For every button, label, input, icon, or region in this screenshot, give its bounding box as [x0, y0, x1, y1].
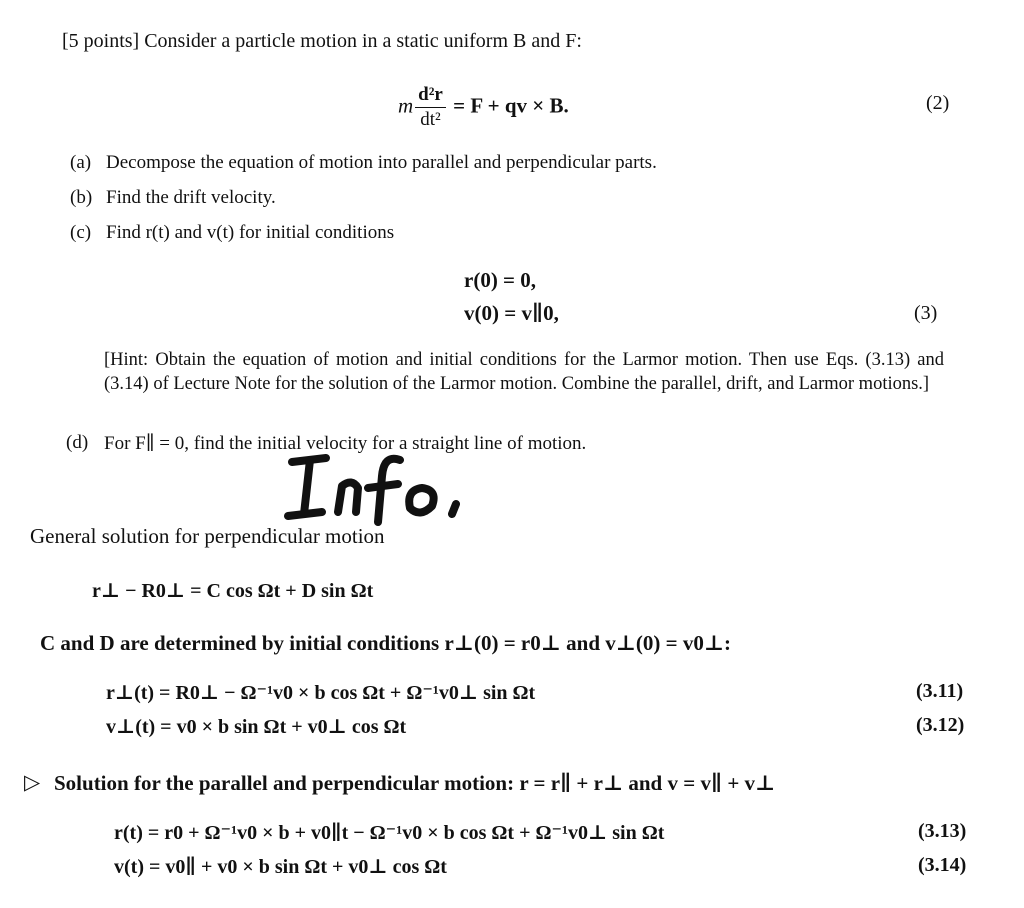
part-c-label: (c) — [70, 222, 92, 243]
handwritten-info-mark — [282, 448, 482, 530]
eq3-line1: r(0) = 0, — [464, 268, 537, 292]
equation-2-number: (2) — [926, 92, 950, 114]
equation-3-14: v(t) = v0∥ + v0 × b sin Ωt + v0⊥ cos Ωt — [114, 856, 447, 878]
equation-3-13: r(t) = r0 + Ω⁻¹v0 × b + v0∥t − Ω⁻¹v0 × b cos Ωt + Ω⁻¹v0⊥ sin Ωt — [114, 822, 665, 844]
bullet-triangle-icon: ▷ — [24, 770, 41, 794]
part-c-text: Find r(t) and v(t) for initial conditions — [106, 222, 395, 243]
eq3-line2: v(0) = v∥0, — [464, 301, 559, 325]
equation-2 — [398, 84, 569, 131]
equation-3-14-number: (3.14) — [918, 854, 967, 876]
general-solution-equation: r⊥ − R0⊥ = C cos Ωt + D sin Ωt — [92, 580, 374, 602]
part-d-text: For F∥ = 0, find the initial velocity for a straight line of motion. — [104, 433, 587, 454]
parallel-perpendicular-solution-text: Solution for the parallel and perpendicular motion: r = r∥ + r⊥ and v = v∥ + v⊥ — [54, 771, 776, 795]
eq2-denominator: dt² — [415, 107, 446, 131]
equation-3-12: v⊥(t) = v0 × b sin Ωt + v0⊥ cos Ωt — [106, 716, 407, 738]
equation-3-11: r⊥(t) = R0⊥ − Ω⁻¹v0 × b cos Ωt + Ω⁻¹v0⊥ sin Ωt — [106, 682, 536, 704]
cd-initial-conditions: C and D are determined by initial conditions r⊥(0) = r0⊥ and v⊥(0) = v0⊥: — [40, 631, 732, 655]
hint-paragraph: [Hint: Obtain the equation of motion and initial conditions for the Larmor motion. Then use Eqs. (3.13) and (3.14) of Lecture Note for the solution of the Larmor motion. Combine the parallel, drift, and Larmor motions.] — [104, 350, 944, 394]
eq2-mass: m — [398, 93, 414, 118]
eq2-numerator: d²r — [418, 84, 443, 105]
equation-3-13-number: (3.13) — [918, 820, 967, 842]
equation-3-number: (3) — [914, 302, 938, 324]
part-a-text: Decompose the equation of motion into parallel and perpendicular parts. — [106, 152, 657, 173]
equation-3-12-number: (3.12) — [916, 714, 965, 736]
eq2-fraction — [415, 84, 446, 131]
part-a-label: (a) — [70, 152, 92, 173]
equation-3-11-number: (3.11) — [916, 680, 964, 702]
part-b-text: Find the drift velocity. — [106, 187, 276, 208]
part-d-label: (d) — [66, 432, 89, 453]
info-heading: General solution for perpendicular motion — [30, 524, 385, 548]
problem-intro: [5 points] Consider a particle motion in a static uniform B and F: — [62, 30, 582, 52]
eq2-rhs: = F + qv × B. — [453, 93, 569, 118]
part-b-label: (b) — [70, 187, 93, 208]
